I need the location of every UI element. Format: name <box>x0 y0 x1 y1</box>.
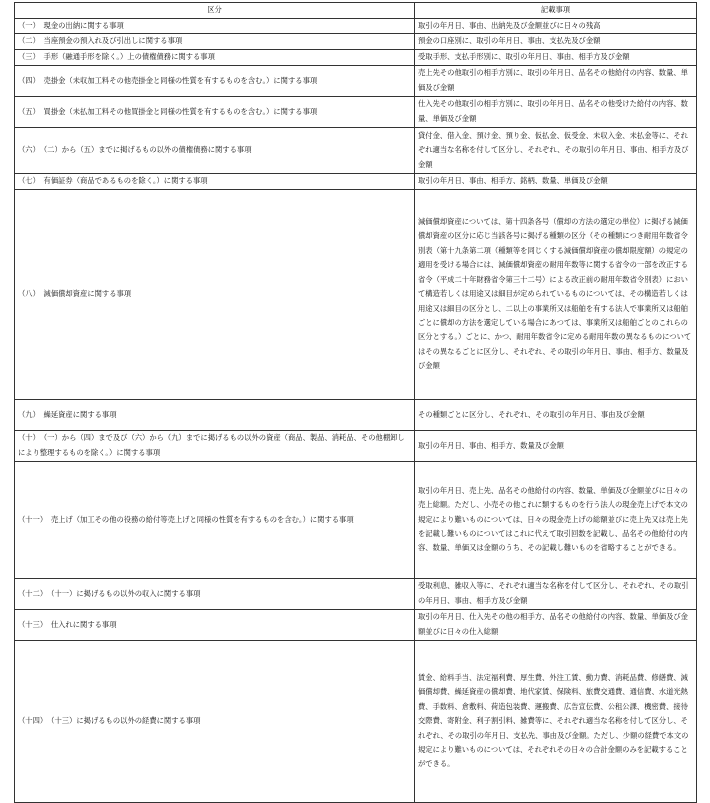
table-row <box>15 127 697 173</box>
table-row <box>15 173 697 189</box>
row-description: 仕入先その他取引の相手方別に、取引の年月日、品名その他受けた給付の内容、数量、単価及び金額 <box>415 96 697 127</box>
table-row <box>15 189 697 399</box>
header-description: 記載事項 <box>415 3 697 19</box>
row-category: （八） 減価償却資産に関する事項 <box>15 189 415 399</box>
row-category: （四） 売掛金（未収加工料その他売掛金と同様の性質を有するものを含む。）に関する事項 <box>15 65 415 96</box>
header-category: 区分 <box>15 3 415 19</box>
table-row <box>15 19 697 34</box>
row-category: （七） 有価証券（商品であるものを除く。）に関する事項 <box>15 173 415 189</box>
row-category: （十） （一）から（四）まで及び（六）から（九）までに掲げるもの以外の資産（商品、製品、消耗品、その他棚卸しにより整理するものを除く。）に関する事項 <box>15 430 415 461</box>
row-category: （十三） 仕入れに関する事項 <box>15 609 415 640</box>
row-description: 預金の口座別に、取引の年月日、事由、支払先及び金額 <box>415 34 697 49</box>
row-category: （十二） （十一）に掲げるもの以外の収入に関する事項 <box>15 578 415 609</box>
table-row <box>15 609 697 640</box>
row-description: その種類ごとに区分し、それぞれ、その取引の年月日、事由及び金額 <box>415 399 697 430</box>
row-description: 減価償却資産については、第十四条各号（償却の方法の選定の単位）に掲げる減価償却資産の区分に応じ当該各号に掲げる種類の区分（その種類につき耐用年数省令別表（第十九条第二項（種類等を同じくする減価償却資産の償却限度額）の規定の適用を受ける場合には、減価償却資産の耐用年数等に関する省令の一部を改正する省令（平成二十年財務省令第三十二号）による改正前の耐用年数省令別表）において構造若しくは用途又は細目が定められているものについては、その構造若しくは用途又は細目の区分とし、二以上の事業所又は船舶を有する法人で事業所又は船舶ごとに償却の方法を選定している場合にあつては、事業所又は船舶ごとのこれらの区分とする。）ごとに、かつ、耐用年数省令に定める耐用年数の異なるものについてはその異なるごとに区分し、それぞれ、その取引の年月日、事由、相手方、数量及び金額 <box>415 189 697 399</box>
table-row <box>15 578 697 609</box>
table-row <box>15 34 697 49</box>
document-page <box>14 2 696 803</box>
row-description: 取引の年月日、事由、相手方、数量及び金額 <box>415 430 697 461</box>
row-description: 取引の年月日、売上先、品名その他給付の内容、数量、単価及び金額並びに日々の売上総額。ただし、小売その他これに類するものを行う法人の現金売上げで本文の規定により難いものについては、日々の現金売上げの総額並びに売上先又は売上先を記載し難いものについてはこれに代えて取引回数を記載し、品名その他給付の内容、数量、単価又は金額のうち、その記載し難いものを省略することができる。 <box>415 461 697 578</box>
row-description: 取引の年月日、事由、出納先及び金額並びに日々の残高 <box>415 19 697 34</box>
row-description: 受取利息、雑収入等に、それぞれ適当な名称を付して区分し、それぞれ、その取引の年月日、事由、相手方及び金額 <box>415 578 697 609</box>
table-row <box>15 65 697 96</box>
table-row <box>15 461 697 578</box>
row-category: （二） 当座預金の預入れ及び引出しに関する事項 <box>15 34 415 49</box>
table-row <box>15 399 697 430</box>
row-description: 取引の年月日、事由、相手方、銘柄、数量、単価及び金額 <box>415 173 697 189</box>
row-description: 貸付金、借入金、預け金、預り金、仮払金、仮受金、未収入金、未払金等に、それぞれ適当な名称を付して区分し、それぞれ、その取引の年月日、事由、相手方及び金額 <box>415 127 697 173</box>
table-row <box>15 640 697 802</box>
row-description: 取引の年月日、仕入先その他の相手方、品名その他給付の内容、数量、単価及び金額並びに日々の仕入総額 <box>415 609 697 640</box>
table-row <box>15 49 697 65</box>
row-category: （九） 繰延資産に関する事項 <box>15 399 415 430</box>
row-description: 賃金、給料手当、法定福利費、厚生費、外注工賃、動力費、消耗品費、修繕費、減価償却費、繰延資産の償却費、地代家賃、保険料、旅費交通費、通信費、水道光熱費、手数料、倉敷料、荷造包装費、運搬費、広告宣伝費、公租公課、機密費、接待交際費、寄附金、利子割引料、雑費等に、それぞれ適当な名称を付して区分し、それぞれ、その取引の年月日、支払先、事由及び金額。ただし、少額の経費で本文の規定により難いものについては、それぞれその日々の合計金額のみを記載することができる。 <box>415 640 697 802</box>
row-category: （五） 買掛金（未払加工料その他買掛金と同様の性質を有するものを含む。）に関する事項 <box>15 96 415 127</box>
row-category: （十四） （十三）に掲げるもの以外の経費に関する事項 <box>15 640 415 802</box>
row-category: （十一） 売上げ（加工その他の役務の給付等売上げと同様の性質を有するものを含む。）に関する事項 <box>15 461 415 578</box>
table-header-row <box>15 3 697 19</box>
ledger-requirements-table <box>14 2 697 803</box>
row-category: （一） 現金の出納に関する事項 <box>15 19 415 34</box>
row-category: （三） 手形（融通手形を除く。）上の債権債務に関する事項 <box>15 49 415 65</box>
table-row <box>15 430 697 461</box>
row-description: 受取手形、支払手形別に、取引の年月日、事由、相手方及び金額 <box>415 49 697 65</box>
row-category: （六） （二）から（五）までに掲げるもの以外の債権債務に関する事項 <box>15 127 415 173</box>
table-row <box>15 96 697 127</box>
row-description: 売上先その他取引の相手方別に、取引の年月日、品名その他給付の内容、数量、単価及び金額 <box>415 65 697 96</box>
